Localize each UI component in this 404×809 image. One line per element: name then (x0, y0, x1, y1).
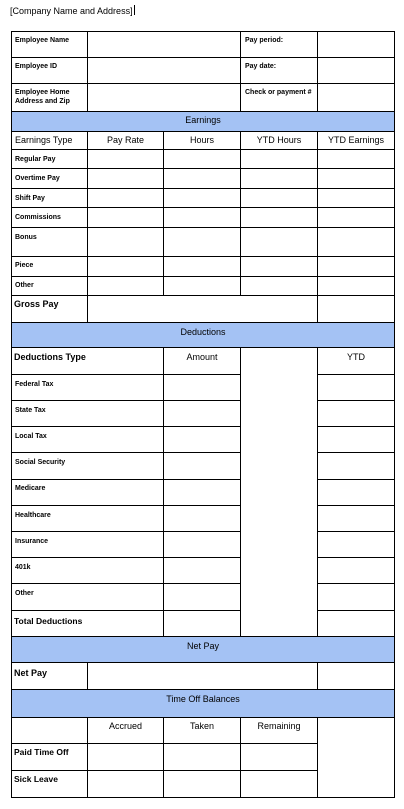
net-pay-field[interactable] (88, 663, 317, 689)
deduction-row-state-tax: State Tax (15, 407, 46, 414)
home-address-field[interactable] (88, 84, 240, 111)
earnings-row-piece: Piece (15, 262, 34, 269)
check-payment-field[interactable] (318, 84, 394, 111)
earnings-row-bonus: Bonus (15, 234, 37, 241)
ytd-earnings-header: YTD Earnings (327, 135, 385, 145)
taken-header: Taken (189, 721, 215, 731)
pay-period-field[interactable] (318, 32, 394, 57)
employee-id-label: Employee ID (15, 63, 58, 70)
accrued-header: Accrued (108, 721, 143, 731)
deductions-title: Deductions (180, 327, 226, 337)
pay-date-label: Pay date: (245, 63, 277, 70)
employee-name-label: Employee Name (15, 37, 70, 44)
deduction-row-insurance: Insurance (15, 538, 49, 545)
net-pay-title: Net Pay (186, 641, 219, 651)
deduction-row-healthcare: Healthcare (15, 512, 51, 519)
earnings-row-overtime-pay: Overtime Pay (15, 175, 60, 182)
earnings-title: Earnings (185, 115, 221, 125)
net-pay-label: Net Pay (14, 668, 48, 678)
amount-header: Amount (186, 352, 218, 362)
gross-pay-field[interactable] (88, 296, 317, 322)
check-payment-label: Check or payment # (245, 89, 312, 96)
deduction-row-social-security: Social Security (15, 459, 66, 466)
pay-date-field[interactable] (318, 58, 394, 83)
deduction-row-other: Other (15, 590, 34, 597)
deduction-row-401k: 401k (15, 564, 31, 571)
pay-rate-header: Pay Rate (106, 135, 145, 145)
deduction-row-federal-tax: Federal Tax (15, 381, 54, 388)
ytd-header: YTD (347, 352, 365, 362)
remaining-header: Remaining (257, 721, 301, 731)
total-deductions-label: Total Deductions (14, 616, 83, 626)
earnings-row-other: Other (15, 282, 34, 289)
deduction-row-local-tax: Local Tax (15, 433, 47, 440)
sick-leave-label: Sick Leave (14, 774, 58, 784)
earnings-row-regular-pay: Regular Pay (15, 156, 56, 163)
earnings-row-commissions: Commissions (15, 214, 61, 221)
company-name-address: [Company Name and Address] (10, 6, 133, 16)
paid-time-off-label: Paid Time Off (14, 747, 69, 757)
gross-pay-label: Gross Pay (14, 299, 59, 309)
gross-pay-ytd-field[interactable] (318, 296, 394, 322)
deductions-type-header: Deductions Type (14, 352, 86, 362)
time-off-title: Time Off Balances (166, 694, 240, 704)
pay-period-label: Pay period: (245, 37, 284, 44)
home-address-label: Employee Home Address and Zip (15, 89, 70, 105)
earnings-row-shift-pay: Shift Pay (15, 195, 45, 202)
earnings-type-header: Earnings Type (15, 135, 73, 145)
deduction-row-medicare: Medicare (15, 485, 46, 492)
ytd-hours-header: YTD Hours (256, 135, 302, 145)
employee-id-field[interactable] (88, 58, 240, 83)
net-pay-ytd-field[interactable] (318, 663, 394, 689)
employee-name-field[interactable] (88, 32, 240, 57)
hours-header: Hours (189, 135, 214, 145)
